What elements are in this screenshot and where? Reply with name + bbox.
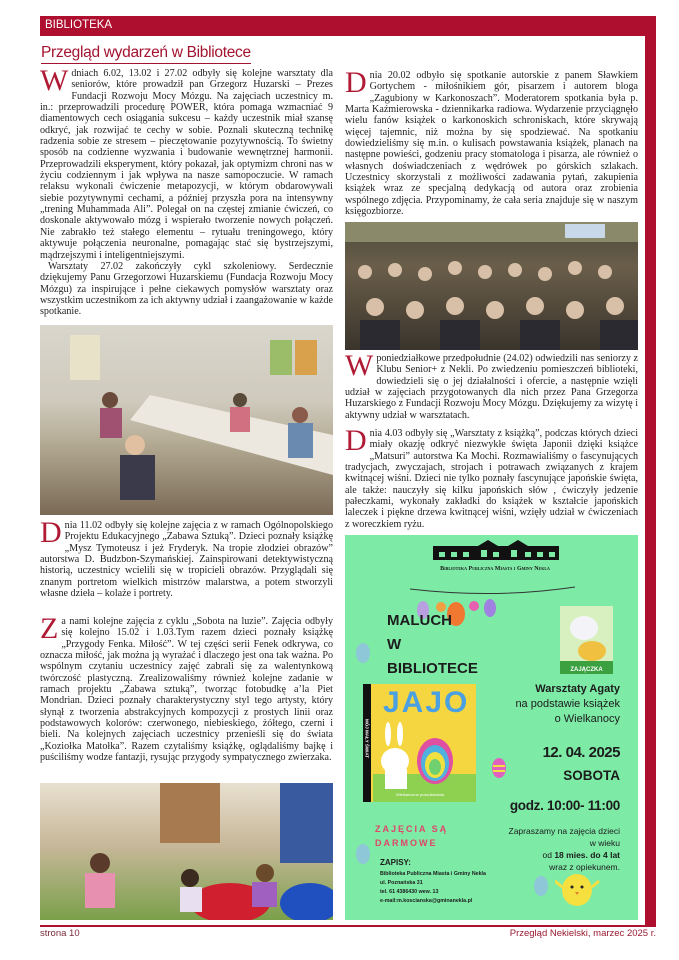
photo-seniors-workshop-image <box>40 325 333 515</box>
bunny-and-egg-illustration <box>373 719 476 802</box>
signup-line: Biblioteka Publiczna Miasta i Gminy Nekla <box>380 871 486 877</box>
signup-line: tel. 61 4386430 wew. 13 <box>380 889 439 895</box>
drop-cap: W <box>40 68 69 97</box>
poster-headline <box>387 609 478 681</box>
page-title: Przegląd wydarzeń w Bibliotece <box>41 44 251 64</box>
invite-line: w wieku <box>589 838 620 848</box>
workshop-title: Warsztaty Agaty <box>535 683 620 695</box>
article-sobota-na-luzie <box>40 616 333 781</box>
article-zabawa-sztuka <box>40 520 333 610</box>
event-poster <box>345 535 638 920</box>
paragraph: dniach 6.02, 13.02 i 27.02 odbyły się kolejne warsztaty dla seniorów, które prowadził pan Grzegorz Huzarski – Prezes Fundacji Rozwoju Mocy Mózgu. Na zajęciach uczestnicy m. in.: przeprowadzili procedurę POWER, która pomaga wzmacniać 9 diamentowych cech osiągania sukcesu – każdy uczestnik miał szansę odkryć, jak rozwijać te cechy w sobie. Poznali skuteczną technikę radzenia sobie ze stresem – pieczętowanie pozytywnością. To świetny sposób na codzienne wyzwania i budowanie wewnętrznej harmonii. Przeprowadzili eksperyment, który pokazał, jak optymizm chroni nas w życiu codziennym i jak wpływa na nasze samopoczucie. W ramach relaksu wykonali ćwiczenie metapozycji, w którym obdarowywali siebie pozytywnymi cechami, a później przyszła pora na intensywny „trening Muhammada Ali”. Polegał on na częstej zmianie ćwiczeń, co doskonale aktywowało mózg i wspierało tworzenie nowych połączeń. Nie zabrakło też stałego elementu – rytuału treningowego, który aktywuje połączenia neuronalne, pomagając stać się bystrzejszymi, mądrzejszymi i inteligentniejszymi. <box>40 68 333 261</box>
easter-egg-icon <box>491 757 507 779</box>
signup-email[interactable]: e-mail:m.koscianska@gminanekla.pl <box>380 898 473 904</box>
photo-children-activity <box>40 783 333 920</box>
book-cover-zajaczka <box>560 606 613 674</box>
paragraph: a nami kolejne zajęcia z cyklu „Sobota na luzie”. Zajęcia odbyły się kolejno 15.02 i 1.03.Tym razem dzieci poznały książkę „Przygody Fenka. Miłość”. W tej części serii Fenek odkrywa, co oznacza miłość, jak można ją wyrażać i dlaczego jest ona tak ważna. Po wspólnym czytaniu uczestnicy zajęć zabrali się za walentynkową twórczość plastyczną. Zrealizowaliśmy również kolejne zadanie w ramach projektu „Zabawa sztuką”, tworząc fotobudkę a’la Piet Mondrian. Dzieci poznały charakterystyczny styl tego artysty, który słynął z tworzenia abstrakcyjnych kompozycji z prostych linii oraz podstawowych kolorów: czerwonego, niebieskiego, żółtego, czerni i bieli. Na kolejnych zajęciach uczestnicy przenieśli się do świata „Koziołka Matołka”. Razem czytaliśmy książkę, oglądaliśmy bajkę i puściliśmy wodze fantazji, rysując przygody sympatycznego zwierzaka. <box>40 616 333 764</box>
invite-age: 18 mies. do 4 lat <box>554 850 620 860</box>
book-cover-jajo <box>363 684 476 802</box>
drop-cap: D <box>345 70 367 99</box>
side-accent-bar <box>645 36 656 926</box>
photo-children-activity-image <box>40 783 333 920</box>
book2-title: ZAJĄCZKA <box>570 667 603 673</box>
paragraph: nia 4.03 odbyły się „Warsztaty z książką”, podczas których dzieci miały okazję odkryć niezwykłe święta Japonii dzięki książce „Matsuri” autorstwa Ka Mochi. Rozmawialiśmy o fascynujących tradycjach, zwyczajach, strojach i potrawach związanych z krajem kwitnącej wiśni. Dzieci nie tylko poznały fascynujące japońskie święta, ale także: nauczyły się kilku japońskich słów , ćwiczyły jedzenie pałeczkami, wykonały zakładki do książek w kształcie japońskich laleczek i piękne drzewa kwitnącej wiśni, wzięły udział w ćwiczeniach z woreczkiem ryżu. <box>345 428 638 530</box>
book1-series: MÓJ MAŁY ŚWIAT <box>364 718 370 759</box>
publication-info: Przegląd Nekielski, marzec 2025 r. <box>509 928 656 939</box>
free-line: DARMOWE <box>375 838 438 848</box>
workshop-subtitle: na podstawie książek <box>515 698 620 710</box>
headline-line: MALUCH <box>387 612 452 629</box>
easter-egg-icon <box>533 875 549 897</box>
photo-author-meeting-image <box>345 222 638 350</box>
invite-prefix: od <box>542 850 555 860</box>
event-date: 12. 04. 2025 <box>542 744 620 761</box>
paragraph: poniedziałkowe przedpołudnie (24.02) odwiedzili nas seniorzy z Klubu Senior+ z Nekli. Po zwiedzeniu pomieszczeń biblioteki, dowiedzieli się o jej działalności i ofercie, a następnie wzięli udział w zajęciach przygotowanych dla nich przez Pana Grzegorza Huzarskiego z Fundacji Rozwoju Mocy Mózgu. Dziękujemy za wizytę i aktywny udział w warsztatach. <box>345 353 638 421</box>
footer-divider <box>40 925 656 927</box>
section-label: BIBLIOTEKA <box>45 19 113 31</box>
drop-cap: W <box>345 353 374 382</box>
book1-title: JAJO <box>383 686 470 719</box>
workshop-subtitle: o Wielkanocy <box>554 713 620 725</box>
easter-egg-icon <box>355 843 371 865</box>
event-weekday: SOBOTA <box>563 768 620 783</box>
drop-cap: D <box>40 520 62 549</box>
paragraph: nia 20.02 odbyło się spotkanie autorskie z panem Sławkiem Gortychem - miłośnikiem gór, pisarzem i autorem bloga „Zagubiony w Karkonoszach”. Moderatorem spotkania była p. Marta Kaźmierowska - dziennikarka radiowa. Wydarzenie przyciągnęło wielu fanów książek o karkonoskich schroniskach, które skrywają więcej tajemnic, niż można by się spodziewać. Na spotkaniu dowiedzieliśmy się m.in. o kulisach powstawania książek, planach na następne powieści, godzeniu pracy stomatologa i pisarza, ale również o własnych doświadczeniach z wędrówek po górskich szlakach. Uczestnicy skorzystali z możliwości zadawania pytań, zakupienia książek wraz ze specjalną dedykacją od autora oraz zrobienia wspólnego zdjęcia. Przypominamy, że cała seria znajduje się w naszym księgozbiorze. <box>345 70 638 218</box>
easter-egg-icon <box>355 642 371 664</box>
free-line: ZAJĘCIA SĄ <box>375 824 449 834</box>
article-seniors-workshops <box>40 68 333 323</box>
signup-label: ZAPISY: <box>380 858 411 867</box>
photo-author-meeting <box>345 222 638 350</box>
signup-details <box>380 870 486 906</box>
invite-line: wraz z opiekunem. <box>549 862 620 872</box>
bunny-illustration <box>560 606 613 674</box>
library-building-logo <box>433 540 559 560</box>
headline-line: BIBLIOTECE <box>387 660 478 677</box>
drop-cap: D <box>345 428 367 457</box>
event-time: godz. 10:00- 11:00 <box>509 798 620 813</box>
paragraph: nia 11.02 odbyły się kolejne zajęcia z w ramach Ogólnopolskiego Projektu Edukacyjnego „Zabawa Sztuką”. Dzieci poznały książkę „Mysz Tymoteusz i jeż Fryderyk. Na tropie złodziei obrazów” autorstwa D. Budzbon-Szymańskiej. Zainspirowani detektywistyczną historią, uczestnicy wcielili się w tropicieli obrazów. Przyglądali się znanym portretom wielkich mistrzów malarstwa, a potem stworzyli własne dzieła – kolaże i portrety. <box>40 520 333 600</box>
article-book-workshops <box>345 428 638 532</box>
headline-line: W <box>387 636 402 653</box>
page-number: strona 10 <box>40 928 80 939</box>
workshop-description <box>515 682 620 727</box>
free-classes-note <box>375 822 448 850</box>
paragraph: Warsztaty 27.02 zakończyły cykl szkoleniowy. Serdecznie dziękujemy Panu Grzegorzowi Huzarskiemu (Fundacja Rozwoju Mocy Mózgu) za inspirujące i pełne ciekawych pomysłów warsztaty oraz wszystkim uczestnikom za ich aktywny udział i zaangażowanie w każde spotkanie. <box>40 260 333 318</box>
article-senior-club-visit <box>345 353 638 425</box>
invite-line <box>509 849 621 861</box>
photo-seniors-workshop <box>40 325 333 515</box>
book1-subtitle: Wielkanocne poszukiwania <box>395 792 445 797</box>
chick-icon <box>555 865 600 910</box>
poster-library-name: Biblioteka Publiczna Miasta i Gminy Nekla <box>440 566 550 572</box>
signup-line: ul. Poznańska 31 <box>380 880 423 886</box>
invite-line: Zapraszamy na zajęcia dzieci <box>508 826 620 836</box>
article-author-meeting <box>345 70 638 220</box>
section-header-bar <box>40 16 656 36</box>
drop-cap: Z <box>40 616 59 645</box>
